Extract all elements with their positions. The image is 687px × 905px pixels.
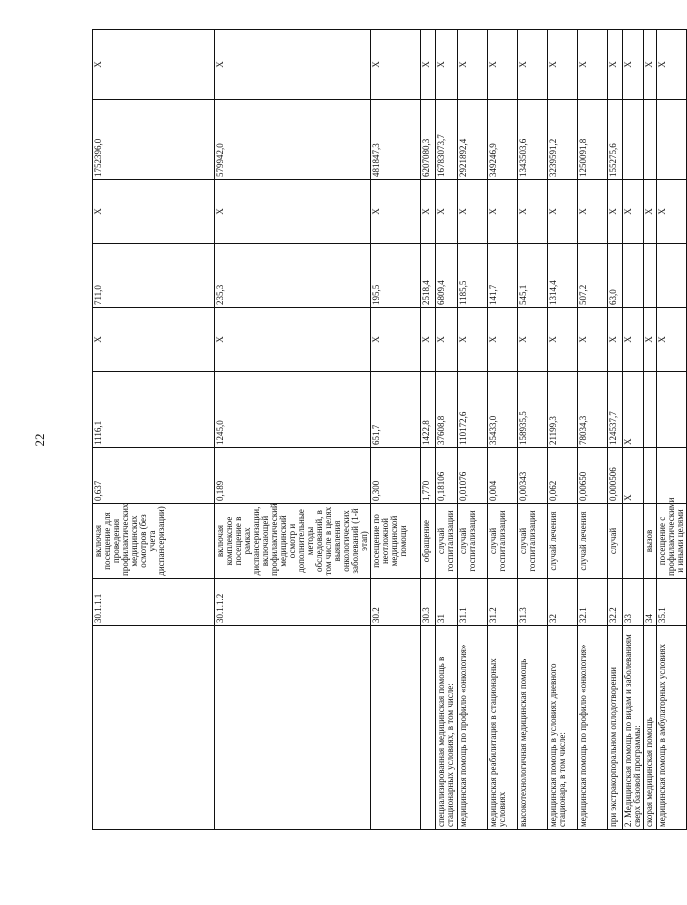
table-cell-cost bbox=[657, 372, 687, 448]
table-cell-x1: X bbox=[608, 308, 623, 372]
table-cell-code: 34 bbox=[644, 579, 657, 626]
table-cell-total: 2921892,4 bbox=[458, 100, 488, 180]
table-cell-name bbox=[93, 626, 215, 830]
table-cell-unit: посещение по неотложной медицинской помощи bbox=[371, 504, 421, 579]
table-cell-norm: X bbox=[623, 448, 644, 504]
page-number: 22 bbox=[32, 433, 47, 447]
table-cell-norm: 0,18106 bbox=[436, 448, 458, 504]
financing-table bbox=[92, 29, 687, 830]
table-cell-cost: 124537,7 bbox=[608, 372, 623, 448]
table-cell-x1: X bbox=[93, 308, 215, 372]
table-row bbox=[548, 30, 578, 830]
table-row bbox=[518, 30, 548, 830]
table-row bbox=[458, 30, 488, 830]
table-cell-rate: 63,0 bbox=[608, 244, 623, 308]
table-cell-total: 1250091,8 bbox=[578, 100, 608, 180]
table-cell-x2: X bbox=[644, 180, 657, 244]
table-cell-total: 1343503,6 bbox=[518, 100, 548, 180]
table-cell-x3: X bbox=[518, 30, 548, 100]
table-cell-total bbox=[657, 100, 687, 180]
table-cell-code: 30.1.1.2 bbox=[215, 579, 371, 626]
table-cell-x3: X bbox=[93, 30, 215, 100]
table-cell-x2: X bbox=[548, 180, 578, 244]
table-cell-norm bbox=[657, 448, 687, 504]
table-cell-total: 16783073,7 bbox=[436, 100, 458, 180]
table-cell-name bbox=[421, 626, 436, 830]
table-cell-cost: X bbox=[623, 372, 644, 448]
table-cell-norm: 0,00650 bbox=[578, 448, 608, 504]
table-cell-norm: 0,01076 bbox=[458, 448, 488, 504]
table-cell-x2: X bbox=[458, 180, 488, 244]
table-cell-x2: X bbox=[371, 180, 421, 244]
table-cell-unit: случай госпитализации bbox=[436, 504, 458, 579]
table-cell-cost: 21199,3 bbox=[548, 372, 578, 448]
table-cell-cost: 1116,1 bbox=[93, 372, 215, 448]
table-cell-norm: 0,000506 bbox=[608, 448, 623, 504]
table-row bbox=[657, 30, 687, 830]
table-cell-x2: X bbox=[578, 180, 608, 244]
table-cell-total: 1752396,0 bbox=[93, 100, 215, 180]
table-cell-rate: 195,5 bbox=[371, 244, 421, 308]
table-cell-x1: X bbox=[644, 308, 657, 372]
table-cell-code: 31.3 bbox=[518, 579, 548, 626]
table-cell-total: 3239591,2 bbox=[548, 100, 578, 180]
table-cell-cost: 1245,0 bbox=[215, 372, 371, 448]
table-cell-norm: 0,062 bbox=[548, 448, 578, 504]
table-cell-cost: 78034,3 bbox=[578, 372, 608, 448]
table-cell-unit: вызов bbox=[644, 504, 657, 579]
table-cell-code: 32.1 bbox=[578, 579, 608, 626]
table-cell-x3: X bbox=[657, 30, 687, 100]
table-cell-x3: X bbox=[371, 30, 421, 100]
table-cell-cost: 1422,8 bbox=[421, 372, 436, 448]
table-cell-x3: X bbox=[421, 30, 436, 100]
table-cell-name: медицинская реабилитация в стационарных условиях bbox=[488, 626, 518, 830]
table-cell-x1: X bbox=[215, 308, 371, 372]
table-cell-code: 35.1 bbox=[657, 579, 687, 626]
table-cell-name: скорая медицинская помощь bbox=[644, 626, 657, 830]
table-cell-unit: случай лечения bbox=[578, 504, 608, 579]
table-row bbox=[93, 30, 215, 830]
table-row bbox=[421, 30, 436, 830]
table-cell-cost: 158935,5 bbox=[518, 372, 548, 448]
table-cell-rate: 1185,5 bbox=[458, 244, 488, 308]
table-cell-x3: X bbox=[644, 30, 657, 100]
table-cell-total: 6207080,3 bbox=[421, 100, 436, 180]
table-row bbox=[644, 30, 657, 830]
table-cell-total bbox=[644, 100, 657, 180]
table-cell-x1: X bbox=[458, 308, 488, 372]
table-cell-code: 30.2 bbox=[371, 579, 421, 626]
table-cell-code: 32.2 bbox=[608, 579, 623, 626]
table-cell-rate: 1314,4 bbox=[548, 244, 578, 308]
table-cell-cost: 35433,0 bbox=[488, 372, 518, 448]
table-cell-total: 481847,3 bbox=[371, 100, 421, 180]
table-cell-x2: X bbox=[608, 180, 623, 244]
table-cell-norm: 0,00343 bbox=[518, 448, 548, 504]
table-cell-rate bbox=[657, 244, 687, 308]
table-cell-total: 349246,9 bbox=[488, 100, 518, 180]
table-cell-name: 2. Медицинская помощь по видам и заболеваниям сверх базовой программы: bbox=[623, 626, 644, 830]
table-cell-x2: X bbox=[421, 180, 436, 244]
table-cell-x1: X bbox=[421, 308, 436, 372]
table-cell-code: 32 bbox=[548, 579, 578, 626]
table-cell-name: при экстракорпоральном оплодотворении bbox=[608, 626, 623, 830]
table-cell-rate: 2518,4 bbox=[421, 244, 436, 308]
table-cell-unit bbox=[623, 504, 644, 579]
table-cell-name: высокотехнологичная медицинская помощь bbox=[518, 626, 548, 830]
table-cell-unit: случай лечения bbox=[548, 504, 578, 579]
table-cell-x2: X bbox=[436, 180, 458, 244]
table-cell-rate: 711,0 bbox=[93, 244, 215, 308]
table-cell-cost: 651,7 bbox=[371, 372, 421, 448]
table-cell-name bbox=[371, 626, 421, 830]
table-cell-unit: случай госпитализации bbox=[458, 504, 488, 579]
table-cell-name bbox=[215, 626, 371, 830]
table-cell-unit: случай госпитализации bbox=[518, 504, 548, 579]
table-cell-x3: X bbox=[215, 30, 371, 100]
table-cell-x3: X bbox=[548, 30, 578, 100]
table-cell-norm bbox=[644, 448, 657, 504]
table-cell-unit: включая комплексное посещение в рамках диспансеризации, включающей профилактический медицинский осмотр и дополнительные методы обследований, в том числе в целях выявления онкологических заболеваний (1-й этап) bbox=[215, 504, 371, 579]
table-cell-code: 31 bbox=[436, 579, 458, 626]
table-cell-unit: случай госпитализации bbox=[488, 504, 518, 579]
table-cell-x1: X bbox=[548, 308, 578, 372]
table-cell-cost: 37608,8 bbox=[436, 372, 458, 448]
table-cell-x3: X bbox=[608, 30, 623, 100]
table-cell-x2: X bbox=[93, 180, 215, 244]
table-cell-x1: X bbox=[657, 308, 687, 372]
table-cell-rate: 6809,4 bbox=[436, 244, 458, 308]
table-cell-x3: X bbox=[578, 30, 608, 100]
table-cell-norm: 0,189 bbox=[215, 448, 371, 504]
table-row bbox=[578, 30, 608, 830]
table-cell-x1: X bbox=[436, 308, 458, 372]
table-cell-x1: X bbox=[488, 308, 518, 372]
table-cell-code: 31.1 bbox=[458, 579, 488, 626]
table-cell-cost bbox=[644, 372, 657, 448]
table-cell-x1: X bbox=[518, 308, 548, 372]
table-cell-code: 30.3 bbox=[421, 579, 436, 626]
table-cell-code: 33 bbox=[623, 579, 644, 626]
table-row bbox=[436, 30, 458, 830]
table-cell-code: 30.1.1.1 bbox=[93, 579, 215, 626]
table-cell-total: 579942,0 bbox=[215, 100, 371, 180]
table-cell-rate bbox=[623, 244, 644, 308]
table-cell-x3: X bbox=[488, 30, 518, 100]
table-cell-name: медицинская помощь по профилю «онкология» bbox=[578, 626, 608, 830]
table-cell-cost: 110172,6 bbox=[458, 372, 488, 448]
table-cell-x1: X bbox=[578, 308, 608, 372]
table-cell-rate: 507,2 bbox=[578, 244, 608, 308]
table-cell-rate bbox=[644, 244, 657, 308]
table-cell-x3: X bbox=[458, 30, 488, 100]
table-cell-name: медицинская помощь по профилю «онкология» bbox=[458, 626, 488, 830]
table-cell-norm: 0,637 bbox=[93, 448, 215, 504]
table-cell-name: специализированная медицинская помощь в стационарных условиях, в том числе: bbox=[436, 626, 458, 830]
table-cell-x2: X bbox=[657, 180, 687, 244]
table-cell-x3: X bbox=[436, 30, 458, 100]
table-cell-total bbox=[623, 100, 644, 180]
table-cell-x2: X bbox=[518, 180, 548, 244]
table-cell-x2: X bbox=[215, 180, 371, 244]
table-cell-x2: X bbox=[623, 180, 644, 244]
table-cell-total: 155275,6 bbox=[608, 100, 623, 180]
table-row bbox=[371, 30, 421, 830]
table-cell-name: медицинская помощь в амбулаторных условиях bbox=[657, 626, 687, 830]
table-cell-code: 31.2 bbox=[488, 579, 518, 626]
table-cell-unit: посещение с профилактическими и иными целями bbox=[657, 504, 687, 579]
table-cell-x2: X bbox=[488, 180, 518, 244]
table-row bbox=[215, 30, 371, 830]
table-cell-x1: X bbox=[371, 308, 421, 372]
table-cell-norm: 1,770 bbox=[421, 448, 436, 504]
table-cell-unit: случай bbox=[608, 504, 623, 579]
table-row bbox=[623, 30, 644, 830]
table-cell-x3: X bbox=[623, 30, 644, 100]
table-cell-rate: 545,1 bbox=[518, 244, 548, 308]
table-cell-norm: 0,300 bbox=[371, 448, 421, 504]
table-cell-name: медицинская помощь в условиях дневного стационара, в том числе: bbox=[548, 626, 578, 830]
table-cell-rate: 141,7 bbox=[488, 244, 518, 308]
table-row bbox=[608, 30, 623, 830]
table-cell-norm: 0,004 bbox=[488, 448, 518, 504]
table-cell-rate: 235,3 bbox=[215, 244, 371, 308]
table-cell-unit: включая посещение для проведения профилактических медицинских осмотров (без учета диспансеризации) bbox=[93, 504, 215, 579]
table-cell-x1: X bbox=[623, 308, 644, 372]
table-row bbox=[488, 30, 518, 830]
rotated-table-container bbox=[92, 30, 685, 830]
table-cell-unit: обращение bbox=[421, 504, 436, 579]
